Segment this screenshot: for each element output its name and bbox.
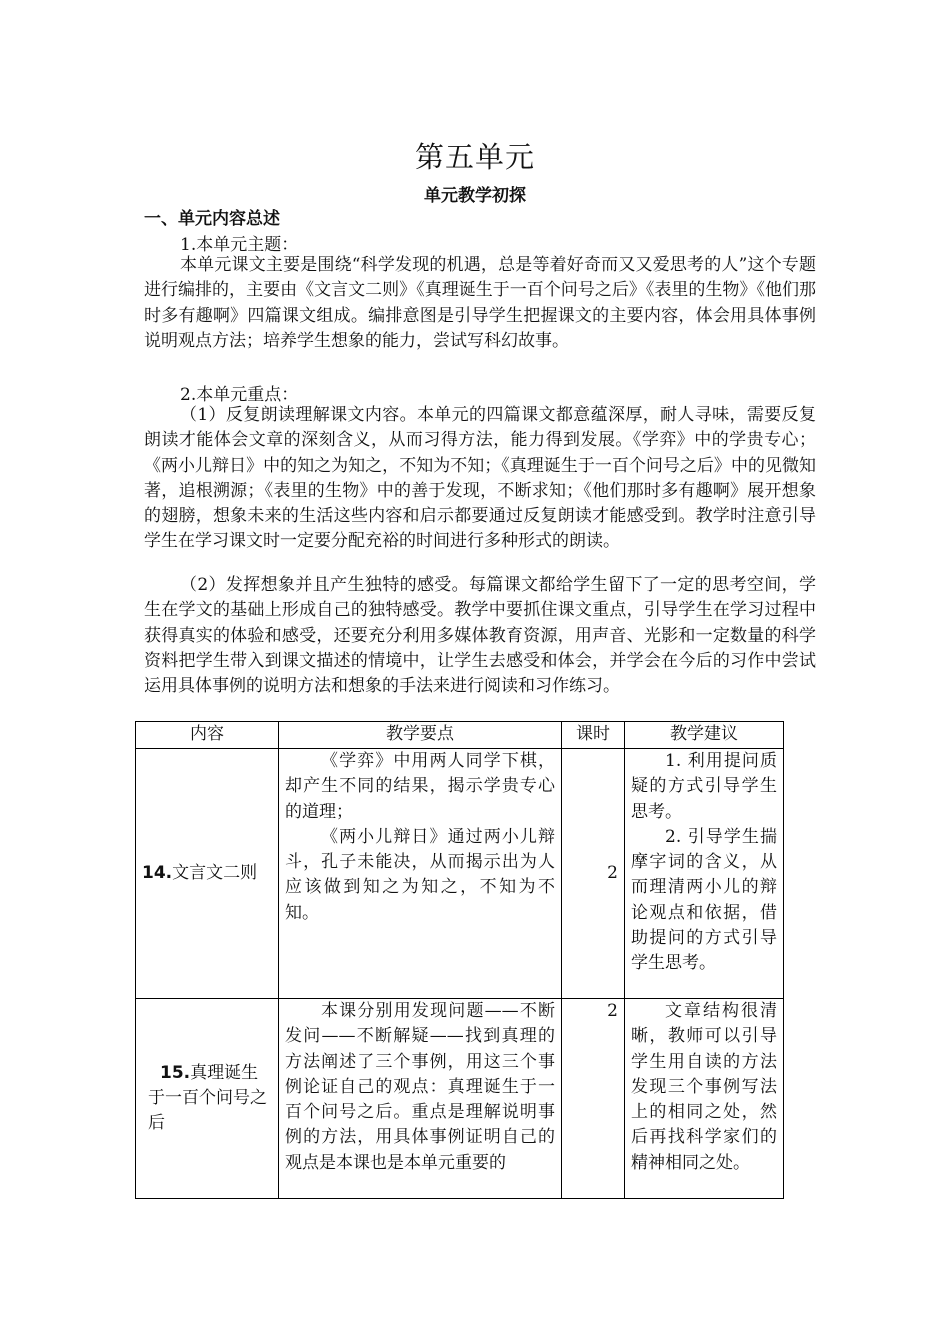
lesson-title: 真理诞生于一百个问号之后 <box>148 1062 267 1134</box>
lesson-title: 文言文二则 <box>172 862 258 883</box>
row-advice <box>625 749 784 999</box>
row-content <box>136 749 279 999</box>
item2-heading: 2.本单元重点： <box>180 385 299 405</box>
table-header-row <box>136 722 784 749</box>
teaching-table <box>135 721 784 1199</box>
header-hours: 课时 <box>562 722 625 749</box>
item1-heading: 1.本单元主题： <box>180 235 299 255</box>
header-points: 教学要点 <box>279 722 562 749</box>
lesson-number: 14. <box>142 862 173 883</box>
header-advice: 教学建议 <box>625 722 784 749</box>
lesson-number: 15. <box>160 1062 191 1083</box>
row-content <box>136 999 279 1199</box>
table-row <box>136 999 784 1199</box>
page-title: 第五单元 <box>414 140 535 174</box>
row-advice <box>625 999 784 1199</box>
point-text: 《两小儿辩日》通过两小儿辩斗，孔子未能决，从而揭示出为人应该做到知之为知之，不知为不知。 <box>285 826 555 923</box>
row-hours: 2 <box>562 749 625 999</box>
table-row <box>136 749 784 999</box>
row-points <box>279 999 562 1199</box>
point-text: 本课分别用发现问题——不断发问——不断解疑——找到真理的方法阐述了三个事例，用这三个事例论证自己的观点：真理诞生于一百个问号之后。重点是理解说明事例的方法，用具体事例证明自己的观点是本课也是本单元重要的 <box>285 1001 555 1173</box>
item1-paragraph: 本单元课文主要是围绕“科学发现的机遇，总是等着好奇而又又爱思考的人”这个专题进行编排的，主要由《文言文二则》《真理诞生于一百个问号之后》《表里的生物》《他们那时多有趣啊》四篇课文组成。编排意图是引导学生把握课文的主要内容，体会用具体事例说明观点方法；培养学生想象的能力，尝试写科幻故事。 <box>144 255 816 351</box>
header-content: 内容 <box>136 722 279 749</box>
point2-paragraph: （2）发挥想象并且产生独特的感受。每篇课文都给学生留下了一定的思考空间，学生在学文的基础上形成自己的独特感受。教学中要抓住课文重点，引导学生在学习过程中获得真实的体验和感受，还要充分利用多媒体教育资源，用声音、光影和一定数量的科学资料把学生带入到课文描述的情境中，让学生去感受和体会，并学会在今后的习作中尝试运用具体事例的说明方法和想象的手法来进行阅读和习作练习。 <box>144 575 816 697</box>
section-heading: 一、单元内容总述 <box>144 209 280 229</box>
page-subtitle: 单元教学初探 <box>424 186 526 206</box>
row-points <box>279 749 562 999</box>
row-hours: 2 <box>562 999 625 1199</box>
advice-text: 文章结构很清晰，教师可以引导学生用自读的方法发现三个事例写法上的相同之处，然后再找科学家们的精神相同之处。 <box>631 1001 777 1173</box>
advice-text: 1. 利用提问质疑的方式引导学生思考。 <box>631 751 777 822</box>
point1-paragraph: （1）反复朗读理解课文内容。本单元的四篇课文都意蕴深厚，耐人寻味，需要反复朗读才能体会文章的深刻含义，从而习得方法，能力得到发展。《学弈》中的学贵专心；《两小儿辩日》中的知之为知之，不知为不知；《真理诞生于一百个问号之后》中的见微知著，追根溯源；《表里的生物》中的善于发现，不断求知；《他们那时多有趣啊》展开想象的翅膀，想象未来的生活这些内容和启示都要通过反复朗读才能感受到。教学时注意引导学生在学习课文时一定要分配充裕的时间进行多种形式的朗读。 <box>144 405 816 552</box>
point-text: 《学弈》中用两人同学下棋，却产生不同的结果，揭示学贵专心的道理； <box>285 751 555 822</box>
advice-text: 2. 引导学生揣摩字词的含义，从而理清两小儿的辩论观点和依据，借助提问的方式引导学生思考。 <box>631 826 777 974</box>
